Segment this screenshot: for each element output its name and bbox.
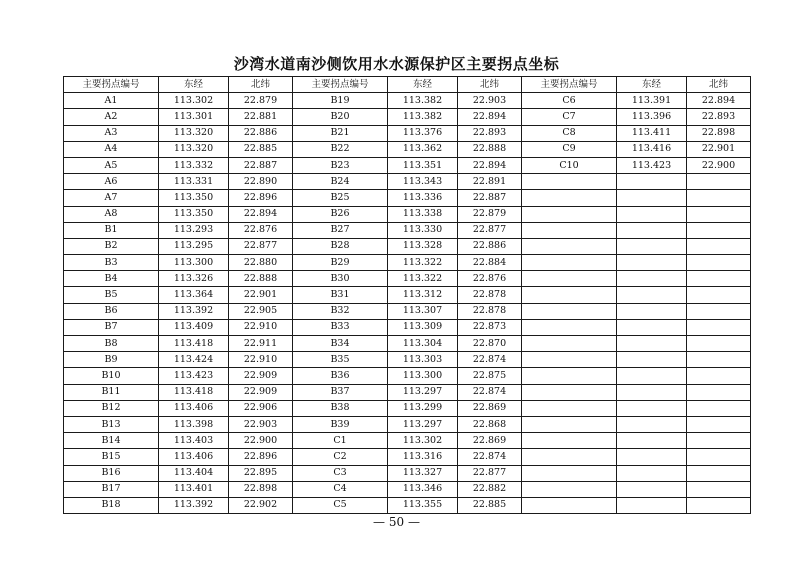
point-id-cell: B33 [293, 319, 388, 335]
point-id-cell [522, 449, 617, 465]
longitude-cell: 113.316 [388, 449, 458, 465]
longitude-cell: 113.327 [388, 465, 458, 481]
coordinates-table [63, 76, 751, 514]
point-id-cell: B19 [293, 93, 388, 109]
latitude-cell: 22.882 [458, 481, 522, 497]
latitude-cell: 22.910 [229, 319, 293, 335]
latitude-cell: 22.888 [229, 271, 293, 287]
latitude-cell: 22.895 [229, 465, 293, 481]
longitude-cell: 113.350 [159, 190, 229, 206]
point-id-cell: B30 [293, 271, 388, 287]
table-row [64, 433, 751, 449]
latitude-cell: 22.894 [687, 93, 751, 109]
longitude-cell: 113.302 [159, 93, 229, 109]
longitude-cell: 113.303 [388, 352, 458, 368]
point-id-cell: B6 [64, 303, 159, 319]
header-longitude: 东经 [159, 77, 229, 93]
longitude-cell: 113.418 [159, 336, 229, 352]
latitude-cell: 22.887 [458, 190, 522, 206]
point-id-cell: C1 [293, 433, 388, 449]
longitude-cell: 113.398 [159, 416, 229, 432]
longitude-cell: 113.382 [388, 93, 458, 109]
point-id-cell: B31 [293, 287, 388, 303]
point-id-cell [522, 255, 617, 271]
longitude-cell: 113.297 [388, 416, 458, 432]
point-id-cell: B39 [293, 416, 388, 432]
point-id-cell: B36 [293, 368, 388, 384]
table-row [64, 400, 751, 416]
longitude-cell: 113.423 [617, 157, 687, 173]
point-id-cell: B8 [64, 336, 159, 352]
longitude-cell: 113.392 [159, 303, 229, 319]
longitude-cell: 113.362 [388, 141, 458, 157]
point-id-cell: C4 [293, 481, 388, 497]
latitude-cell [687, 238, 751, 254]
longitude-cell: 113.396 [617, 109, 687, 125]
latitude-cell: 22.903 [229, 416, 293, 432]
latitude-cell: 22.903 [458, 93, 522, 109]
latitude-cell [687, 287, 751, 303]
latitude-cell: 22.878 [458, 287, 522, 303]
table-row [64, 497, 751, 513]
longitude-cell: 113.355 [388, 497, 458, 513]
longitude-cell [617, 336, 687, 352]
point-id-cell: B29 [293, 255, 388, 271]
latitude-cell: 22.888 [458, 141, 522, 157]
latitude-cell: 22.891 [458, 174, 522, 190]
longitude-cell [617, 174, 687, 190]
latitude-cell: 22.868 [458, 416, 522, 432]
latitude-cell: 22.893 [687, 109, 751, 125]
table-row [64, 174, 751, 190]
latitude-cell: 22.879 [458, 206, 522, 222]
longitude-cell: 113.300 [159, 255, 229, 271]
latitude-cell: 22.877 [458, 222, 522, 238]
latitude-cell: 22.886 [458, 238, 522, 254]
latitude-cell: 22.875 [458, 368, 522, 384]
table-row [64, 255, 751, 271]
latitude-cell: 22.869 [458, 433, 522, 449]
longitude-cell: 113.299 [388, 400, 458, 416]
longitude-cell [617, 465, 687, 481]
table-row [64, 222, 751, 238]
longitude-cell: 113.423 [159, 368, 229, 384]
longitude-cell: 113.320 [159, 141, 229, 157]
point-id-cell [522, 190, 617, 206]
longitude-cell [617, 400, 687, 416]
latitude-cell: 22.874 [458, 352, 522, 368]
longitude-cell: 113.401 [159, 481, 229, 497]
point-id-cell: B23 [293, 157, 388, 173]
point-id-cell [522, 465, 617, 481]
longitude-cell [617, 238, 687, 254]
longitude-cell: 113.300 [388, 368, 458, 384]
point-id-cell: B15 [64, 449, 159, 465]
latitude-cell [687, 174, 751, 190]
latitude-cell: 22.902 [229, 497, 293, 513]
header-point-id: 主要拐点编号 [522, 77, 617, 93]
point-id-cell [522, 497, 617, 513]
point-id-cell: A6 [64, 174, 159, 190]
latitude-cell [687, 368, 751, 384]
longitude-cell: 113.406 [159, 400, 229, 416]
longitude-cell: 113.301 [159, 109, 229, 125]
longitude-cell: 113.346 [388, 481, 458, 497]
longitude-cell [617, 303, 687, 319]
longitude-cell: 113.411 [617, 125, 687, 141]
table-row [64, 271, 751, 287]
longitude-cell: 113.326 [159, 271, 229, 287]
point-id-cell: C5 [293, 497, 388, 513]
longitude-cell: 113.406 [159, 449, 229, 465]
point-id-cell [522, 368, 617, 384]
table-header-row [64, 77, 751, 93]
longitude-cell: 113.322 [388, 271, 458, 287]
latitude-cell: 22.901 [687, 141, 751, 157]
point-id-cell: B7 [64, 319, 159, 335]
point-id-cell: C3 [293, 465, 388, 481]
latitude-cell: 22.896 [229, 449, 293, 465]
longitude-cell: 113.302 [388, 433, 458, 449]
point-id-cell: B11 [64, 384, 159, 400]
point-id-cell: C10 [522, 157, 617, 173]
longitude-cell: 113.338 [388, 206, 458, 222]
longitude-cell: 113.409 [159, 319, 229, 335]
table-row [64, 481, 751, 497]
point-id-cell: B1 [64, 222, 159, 238]
longitude-cell: 113.328 [388, 238, 458, 254]
point-id-cell [522, 481, 617, 497]
page-title: 沙湾水道南沙侧饮用水水源保护区主要拐点坐标 [233, 55, 560, 73]
point-id-cell: B37 [293, 384, 388, 400]
table-row [64, 368, 751, 384]
longitude-cell [617, 384, 687, 400]
latitude-cell [687, 352, 751, 368]
latitude-cell [687, 222, 751, 238]
latitude-cell: 22.900 [687, 157, 751, 173]
latitude-cell: 22.890 [229, 174, 293, 190]
longitude-cell: 113.343 [388, 174, 458, 190]
point-id-cell [522, 416, 617, 432]
table-row [64, 465, 751, 481]
latitude-cell: 22.893 [458, 125, 522, 141]
point-id-cell [522, 287, 617, 303]
point-id-cell: A7 [64, 190, 159, 206]
point-id-cell: B25 [293, 190, 388, 206]
point-id-cell: B3 [64, 255, 159, 271]
longitude-cell [617, 319, 687, 335]
longitude-cell: 113.424 [159, 352, 229, 368]
header-latitude: 北纬 [458, 77, 522, 93]
latitude-cell: 22.896 [229, 190, 293, 206]
latitude-cell [687, 206, 751, 222]
latitude-cell [687, 384, 751, 400]
point-id-cell [522, 319, 617, 335]
point-id-cell [522, 222, 617, 238]
header-longitude: 东经 [617, 77, 687, 93]
latitude-cell [687, 433, 751, 449]
latitude-cell: 22.877 [458, 465, 522, 481]
point-id-cell: B28 [293, 238, 388, 254]
longitude-cell [617, 206, 687, 222]
longitude-cell: 113.320 [159, 125, 229, 141]
table-row [64, 303, 751, 319]
point-id-cell: B38 [293, 400, 388, 416]
latitude-cell [687, 449, 751, 465]
longitude-cell: 113.403 [159, 433, 229, 449]
point-id-cell [522, 206, 617, 222]
point-id-cell [522, 400, 617, 416]
point-id-cell: B34 [293, 336, 388, 352]
latitude-cell: 22.873 [458, 319, 522, 335]
table-row [64, 157, 751, 173]
latitude-cell: 22.894 [458, 109, 522, 125]
point-id-cell [522, 433, 617, 449]
point-id-cell: B32 [293, 303, 388, 319]
longitude-cell [617, 433, 687, 449]
latitude-cell: 22.885 [229, 141, 293, 157]
latitude-cell: 22.877 [229, 238, 293, 254]
header-point-id: 主要拐点编号 [293, 77, 388, 93]
page-number: — 50 — [373, 515, 420, 529]
longitude-cell: 113.351 [388, 157, 458, 173]
latitude-cell: 22.906 [229, 400, 293, 416]
longitude-cell: 113.392 [159, 497, 229, 513]
latitude-cell: 22.870 [458, 336, 522, 352]
point-id-cell: C6 [522, 93, 617, 109]
point-id-cell: A4 [64, 141, 159, 157]
latitude-cell: 22.880 [229, 255, 293, 271]
table-row [64, 93, 751, 109]
point-id-cell: B18 [64, 497, 159, 513]
table-row [64, 319, 751, 335]
table-row [64, 287, 751, 303]
point-id-cell: B26 [293, 206, 388, 222]
longitude-cell: 113.416 [617, 141, 687, 157]
latitude-cell [687, 400, 751, 416]
latitude-cell: 22.900 [229, 433, 293, 449]
point-id-cell: B5 [64, 287, 159, 303]
table-row [64, 449, 751, 465]
longitude-cell [617, 190, 687, 206]
point-id-cell: B4 [64, 271, 159, 287]
longitude-cell [617, 255, 687, 271]
point-id-cell: A5 [64, 157, 159, 173]
longitude-cell [617, 287, 687, 303]
latitude-cell [687, 271, 751, 287]
table-row [64, 336, 751, 352]
latitude-cell: 22.911 [229, 336, 293, 352]
point-id-cell: C2 [293, 449, 388, 465]
longitude-cell: 113.336 [388, 190, 458, 206]
latitude-cell: 22.879 [229, 93, 293, 109]
latitude-cell: 22.876 [229, 222, 293, 238]
point-id-cell: B22 [293, 141, 388, 157]
latitude-cell: 22.874 [458, 384, 522, 400]
latitude-cell [687, 465, 751, 481]
point-id-cell: A2 [64, 109, 159, 125]
header-point-id: 主要拐点编号 [64, 77, 159, 93]
header-latitude: 北纬 [687, 77, 751, 93]
point-id-cell: A8 [64, 206, 159, 222]
latitude-cell: 22.909 [229, 384, 293, 400]
header-longitude: 东经 [388, 77, 458, 93]
point-id-cell: B21 [293, 125, 388, 141]
latitude-cell: 22.869 [458, 400, 522, 416]
longitude-cell [617, 449, 687, 465]
longitude-cell [617, 222, 687, 238]
latitude-cell: 22.886 [229, 125, 293, 141]
point-id-cell [522, 303, 617, 319]
table-row [64, 384, 751, 400]
point-id-cell [522, 352, 617, 368]
table-row [64, 352, 751, 368]
longitude-cell: 113.295 [159, 238, 229, 254]
point-id-cell: B10 [64, 368, 159, 384]
longitude-cell: 113.330 [388, 222, 458, 238]
point-id-cell: B2 [64, 238, 159, 254]
point-id-cell [522, 238, 617, 254]
latitude-cell [687, 303, 751, 319]
latitude-cell [687, 481, 751, 497]
longitude-cell: 113.312 [388, 287, 458, 303]
latitude-cell: 22.905 [229, 303, 293, 319]
point-id-cell: B14 [64, 433, 159, 449]
longitude-cell: 113.304 [388, 336, 458, 352]
point-id-cell: B13 [64, 416, 159, 432]
longitude-cell: 113.331 [159, 174, 229, 190]
longitude-cell: 113.382 [388, 109, 458, 125]
latitude-cell [687, 319, 751, 335]
latitude-cell: 22.874 [458, 449, 522, 465]
point-id-cell [522, 271, 617, 287]
point-id-cell: B27 [293, 222, 388, 238]
latitude-cell [687, 497, 751, 513]
longitude-cell [617, 352, 687, 368]
point-id-cell [522, 384, 617, 400]
latitude-cell [687, 336, 751, 352]
longitude-cell [617, 481, 687, 497]
point-id-cell: B16 [64, 465, 159, 481]
longitude-cell [617, 368, 687, 384]
table-row [64, 190, 751, 206]
latitude-cell: 22.894 [229, 206, 293, 222]
point-id-cell: B24 [293, 174, 388, 190]
point-id-cell: A1 [64, 93, 159, 109]
header-latitude: 北纬 [229, 77, 293, 93]
latitude-cell [687, 255, 751, 271]
longitude-cell [617, 416, 687, 432]
longitude-cell: 113.350 [159, 206, 229, 222]
point-id-cell: C7 [522, 109, 617, 125]
point-id-cell: B12 [64, 400, 159, 416]
point-id-cell: C8 [522, 125, 617, 141]
point-id-cell: C9 [522, 141, 617, 157]
latitude-cell: 22.894 [458, 157, 522, 173]
longitude-cell: 113.293 [159, 222, 229, 238]
point-id-cell [522, 336, 617, 352]
latitude-cell [687, 416, 751, 432]
latitude-cell [687, 190, 751, 206]
point-id-cell [522, 174, 617, 190]
table-row [64, 238, 751, 254]
latitude-cell: 22.885 [458, 497, 522, 513]
longitude-cell: 113.404 [159, 465, 229, 481]
longitude-cell: 113.364 [159, 287, 229, 303]
latitude-cell: 22.876 [458, 271, 522, 287]
longitude-cell: 113.391 [617, 93, 687, 109]
longitude-cell [617, 271, 687, 287]
point-id-cell: A3 [64, 125, 159, 141]
longitude-cell: 113.307 [388, 303, 458, 319]
longitude-cell: 113.418 [159, 384, 229, 400]
latitude-cell: 22.881 [229, 109, 293, 125]
latitude-cell: 22.898 [687, 125, 751, 141]
table-row [64, 141, 751, 157]
point-id-cell: B17 [64, 481, 159, 497]
longitude-cell: 113.332 [159, 157, 229, 173]
latitude-cell: 22.884 [458, 255, 522, 271]
table-row [64, 206, 751, 222]
longitude-cell: 113.297 [388, 384, 458, 400]
longitude-cell [617, 497, 687, 513]
latitude-cell: 22.878 [458, 303, 522, 319]
longitude-cell: 113.309 [388, 319, 458, 335]
latitude-cell: 22.887 [229, 157, 293, 173]
point-id-cell: B35 [293, 352, 388, 368]
latitude-cell: 22.898 [229, 481, 293, 497]
point-id-cell: B9 [64, 352, 159, 368]
latitude-cell: 22.910 [229, 352, 293, 368]
longitude-cell: 113.376 [388, 125, 458, 141]
table-row [64, 109, 751, 125]
longitude-cell: 113.322 [388, 255, 458, 271]
latitude-cell: 22.909 [229, 368, 293, 384]
table-row [64, 416, 751, 432]
latitude-cell: 22.901 [229, 287, 293, 303]
point-id-cell: B20 [293, 109, 388, 125]
table-row [64, 125, 751, 141]
